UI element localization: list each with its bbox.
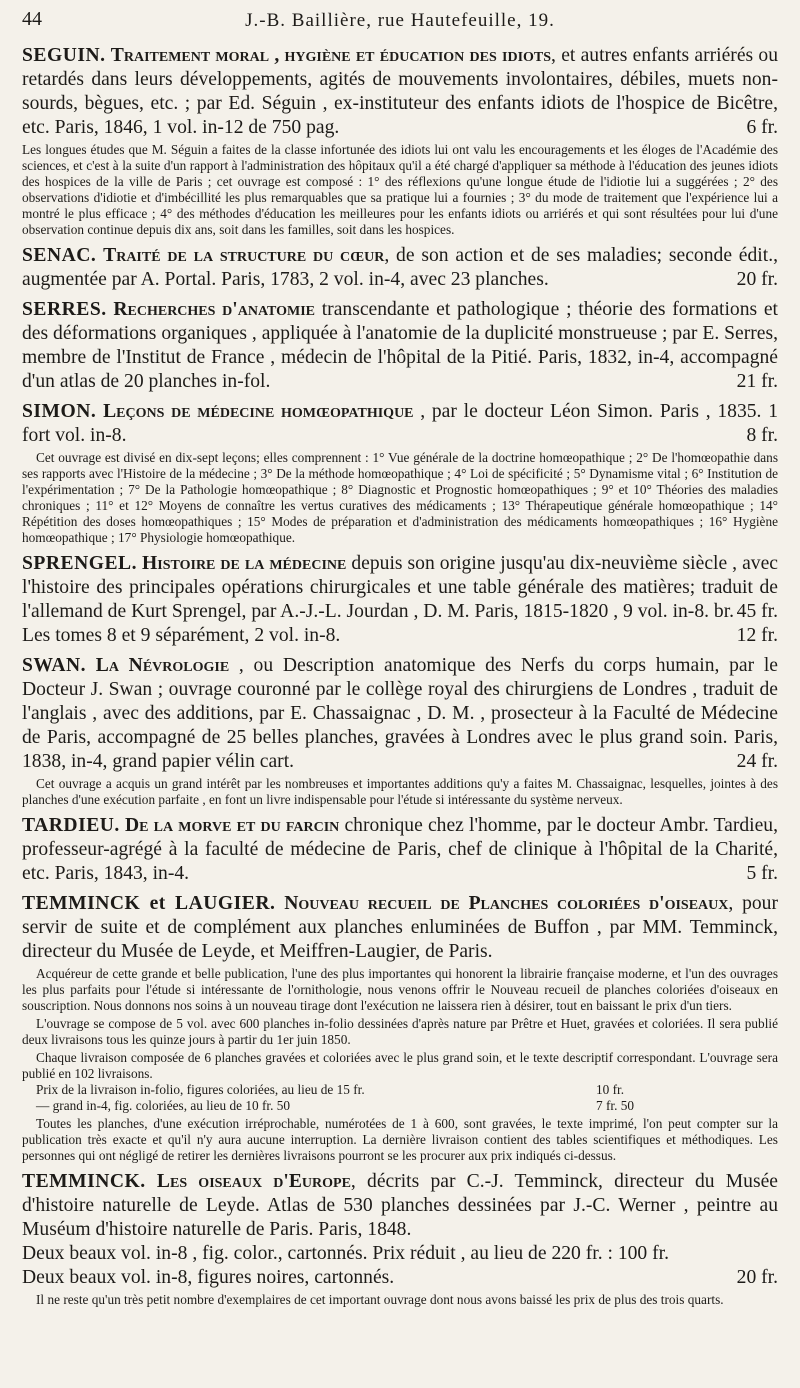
catalog-entry-sprengel <box>22 552 778 648</box>
livraison-price-table <box>22 1082 778 1114</box>
catalog-entry-seguin <box>22 44 778 238</box>
price-row-label: Prix de la livraison in-folio, figures coloriées, au lieu de 15 fr. <box>36 1082 365 1097</box>
entry-note: Les longues études que M. Séguin a faites de la classe infortunée des idiots lui ont valu les encouragements et les éloges de l'Académie des sciences, et c'est à la suite d'un rapport à l'administration des hôpitaux qu'il a été chargé d'appliquer sa méthode à l'éducation des jeunes idiots des hospices de la ville de Paris ; cet ouvrage est composé : 1° des réflexions qu'une longue étude de l'idiotie lui a suggérées ; 2° des observations d'idiotie et d'imbécillité les plus remarquables que sa pratique lui a fournies ; 3° du mode de traitement que l'expérience lui a montré le plus efficace ; 4° des méthodes d'éducation les meilleures pour les enfants idiots ou arriérés et qui sont résultées pour lui d'une observation continue depuis dix ans, soit dans les familles, soit dans les hospices. <box>22 142 778 237</box>
entry-price: 24 fr. <box>736 751 778 772</box>
entry-text: chronique chez l'homme, par le docteur Ambr. Tardieu, professeur-agrégé à la faculté de médecine de Paris, chef de clinique à l'hôpital de la Charité, etc. Paris, 1843, in-4. <box>22 815 779 884</box>
entry-body <box>22 654 778 774</box>
entry-body <box>22 552 778 624</box>
price-row-label: — grand in-4, fig. coloriées, au lieu de 10 fr. 50 <box>36 1098 291 1113</box>
entry-text: transcendante et pathologique ; théorie des formations et des déformations organiques , appliquée à l'anatomie de la duplicité monstrueuse ; par E. Serres, membre de l'Institut de France , médecin de l'hôpital de la Pitié. Paris, 1832, in-4, accompagné d'un atlas de 20 planches in-fol. <box>22 299 778 392</box>
book-catalog-page <box>22 8 778 1308</box>
entry-offer-line: Deux beaux vol. in-8 , fig. color., cartonnés. Prix réduit , au lieu de 220 fr. : 100 fr. <box>22 1243 669 1264</box>
entry-title: Recherches d'anatomie <box>113 299 315 320</box>
entry-title: Histoire de la médecine <box>142 553 347 574</box>
entry-extra-line <box>22 624 778 648</box>
entry-author: TEMMINCK. <box>22 1171 146 1192</box>
catalog-entry-swan <box>22 654 778 808</box>
entry-body <box>22 244 778 292</box>
entry-author: SWAN. <box>22 655 87 676</box>
catalog-entry-serres <box>22 298 778 394</box>
entry-title: Traitement moral , hygiène et éducation des idiots <box>110 45 552 66</box>
entry-price: 20 fr. <box>736 269 778 290</box>
entry-text: , ou Description anatomique des Nerfs du corps humain, par le Docteur J. Swan ; ouvrage couronné par le collège royal des chirurgiens de Londres , traduit de l'anglais , avec des additions, par E. Chassaignac , D. M. , prosecteur à la Faculté de Médecine de Paris, accompagné de 25 belles planches, gravées à Londres avec le plus grand soin. Paris, 1838, in-4, grand papier vélin cart. <box>22 655 778 772</box>
entry-author: SIMON. <box>22 401 97 422</box>
entry-title: Leçons de médecine homœopathique <box>103 401 414 422</box>
price-row-value: 7 fr. 50 <box>596 1098 635 1113</box>
catalog-entry-simon <box>22 400 778 546</box>
entry-text: depuis son origine jusqu'au dix-neuvième siècle , avec l'histoire des principales opérations chirurgicales et une table générale des matières; traduit de l'allemand de Kurt Sprengel, par A.-J.-L. Jourdan , D. M. Paris, 1815-1820 , 9 vol. in-8. br. <box>22 553 778 622</box>
entry-author: SENAC. <box>22 245 97 266</box>
price-row-value: 10 fr. <box>596 1082 625 1097</box>
entry-author: TEMMINCK et LAUGIER. <box>22 893 276 914</box>
entry-note: Il ne reste qu'un très petit nombre d'exemplaires de cet important ouvrage dont nous avons baissé les prix de plus des trois quarts. <box>36 1292 724 1307</box>
entry-title: De la morve et du farcin <box>125 815 340 836</box>
entry-offer-line-2 <box>22 1266 778 1290</box>
entry-price: 21 fr. <box>736 371 778 392</box>
entry-offer-price: 20 fr. <box>736 1267 778 1288</box>
entry-title: La Névrologie <box>95 655 230 676</box>
entry-body <box>22 400 778 448</box>
entry-title: Traité de la structure du cœur <box>103 245 385 266</box>
price-row <box>22 1098 778 1114</box>
catalog-entry-senac <box>22 244 778 292</box>
entry-price: 45 fr. <box>736 601 778 622</box>
catalog-entry-temminck-laugier <box>22 892 778 1164</box>
entry-body <box>22 814 778 886</box>
entry-offer-text: Deux beaux vol. in-8, figures noires, cartonnés. <box>22 1267 395 1288</box>
entry-price: 6 fr. <box>746 117 778 138</box>
price-row <box>22 1082 778 1098</box>
entry-body <box>22 298 778 394</box>
entry-author: TARDIEU. <box>22 815 120 836</box>
catalog-entry-temminck <box>22 1170 778 1308</box>
entry-body <box>22 44 778 140</box>
entry-title: Nouveau recueil de Planches coloriées d'oiseaux <box>284 893 729 914</box>
entry-author: SPRENGEL. <box>22 553 138 574</box>
entry-note-3: Chaque livraison composée de 6 planches gravées et coloriées avec le plus grand soin, et le texte descriptif correspondant. L'ouvrage sera publié en 102 livraisons. <box>22 1050 778 1081</box>
entry-note-2: L'ouvrage se compose de 5 vol. avec 600 planches in-folio dessinées d'après nature par Prêtre et Huet, gravées et coloriées. Il sera publié deux livraisons tous les quinze jours à partir du 1er juin 1850. <box>22 1016 778 1047</box>
entry-note: Acquéreur de cette grande et belle publication, l'une des plus importantes qui honorent la librairie française moderne, et l'un des ouvrages les plus parfaits pour l'étude si intéressante de l'ornithologie, nous venons offrir le Nouveau recueil de planches coloriées d'oiseaux en souscription. Nous donnons nos soins à un nouveau tirage dont l'exécution ne laissera rien à désirer, tout en baissant le prix d'un tiers. <box>22 966 778 1013</box>
page-number: 44 <box>22 8 42 30</box>
entry-note: Cet ouvrage a acquis un grand intérêt par les nombreuses et importantes additions qu'y a faites M. Chassaignac, lesquelles, jointes à des planches d'une exécution parfaite , en font un livre indispensable pour l'étude si intéressante du système nerveux. <box>22 776 778 807</box>
entry-extra-price: 12 fr. <box>736 625 778 646</box>
entry-note-4: Toutes les planches, d'une exécution irréprochable, numérotées de 1 à 600, sont gravées, le texte imprimé, l'on peut compter sur la publication très exacte et qu'il n'y aura aucune interruption. La dernière livraison contient des tables scientifiques et méthodiques. Les personnes qui ont négligé de retirer les dernières livraisons pourront se les procurer aux prix indiqués ci-dessus. <box>22 1116 778 1163</box>
running-head: J.-B. Baillière, rue Hautefeuille, 19. <box>245 10 555 31</box>
entry-author: SERRES. <box>22 299 107 320</box>
entry-text: , décrits par C.-J. Temminck, directeur du Musée d'histoire naturelle de Leyde. Atlas de 530 planches dessinées par J.-C. Werner , peintre au Muséum d'histoire naturelle de Paris. Paris, 1848. <box>22 1171 778 1240</box>
entry-price: 5 fr. <box>746 863 778 884</box>
entry-price: 8 fr. <box>746 425 778 446</box>
entry-text: , pour servir de suite et de complément aux planches enluminées de Buffon , par MM. Temminck, directeur du Musée de Leyde, et Meiffren-Laugier, de Paris. <box>22 893 778 962</box>
entry-extra-text: Les tomes 8 et 9 séparément, 2 vol. in-8. <box>22 625 341 646</box>
entry-author: SEGUIN. <box>22 45 106 66</box>
entry-title: Les oiseaux d'Europe <box>156 1171 351 1192</box>
entry-text: , par le docteur Léon Simon. Paris , 1835. 1 fort vol. in-8. <box>22 401 778 446</box>
catalog-entry-tardieu <box>22 814 778 886</box>
page-header <box>22 8 778 38</box>
entry-text: , de son action et de ses maladies; seconde édit., augmentée par A. Portal. Paris, 1783, 2 vol. in-4, avec 23 planches. <box>22 245 778 290</box>
entry-body <box>22 1170 778 1242</box>
entry-note: Cet ouvrage est divisé en dix-sept leçons; elles comprennent : 1° Vue générale de la doctrine homœopathique ; 2° De l'homœopathie dans ses rapports avec l'Histoire de la médecine ; 3° De la méthode homœopathique ; 4° Loi de spécificité ; 5° Dynamisme vital ; 6° Institution de l'expérimentation ; 7° De la Pathologie homœopathique ; 8° Diagnostic et Prognostic homœopathiques ; 9° et 10° Théories des maladies chroniques ; 11° et 12° Moyens de connaître les vertus curatives des médicaments ; 13° Thérapeutique générale homœopathique ; 14° Répétition des doses homœopathiques ; 15° Modes de préparation et d'administration des médicaments homœopathiques ; 16° Hygiène homœopathique ; 17° Physiologie homœopathique. <box>22 450 778 545</box>
entry-body <box>22 892 778 964</box>
entry-text: , et autres enfants arriérés ou retardés dans leurs développements, agités de mouvements involontaires, débiles, muets non-sourds, bègues, etc. ; par Ed. Séguin , ex-instituteur des enfants idiots de l'hospice de Bicêtre, etc. Paris, 1846, 1 vol. in-12 de 750 pag. <box>22 45 778 138</box>
